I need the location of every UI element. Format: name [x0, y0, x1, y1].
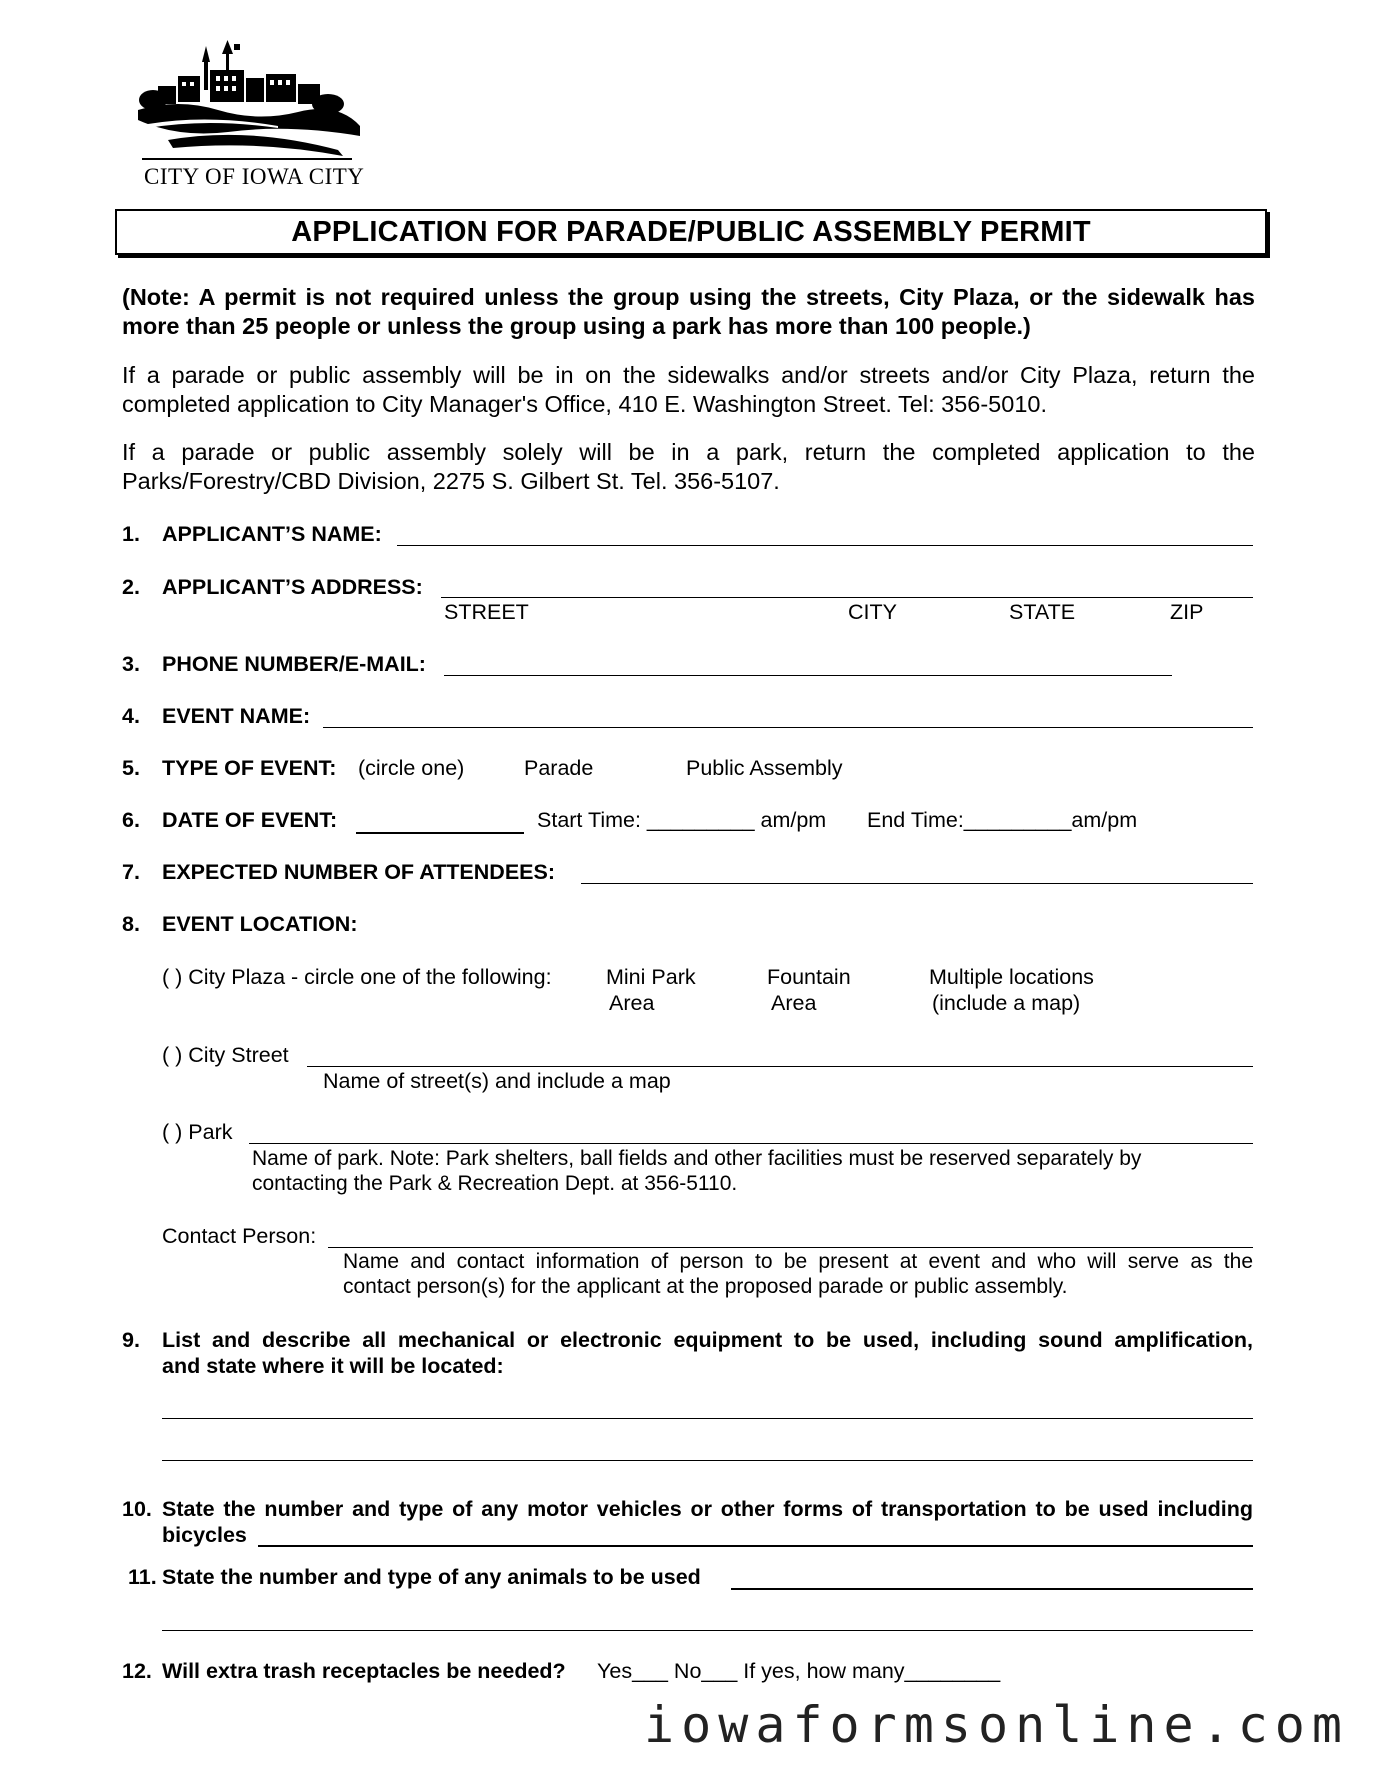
contact-person-line[interactable] [328, 1247, 1253, 1248]
plaza-mini-park-area: Area [609, 991, 655, 1015]
start-time-field[interactable]: Start Time: _________ am/pm [537, 808, 827, 832]
q1-number: 1. [122, 522, 140, 546]
permit-note: (Note: A permit is not required unless the group using the streets, City Plaza, or the sidewalk has more than 25 people or unless the group using a park has more than 100 people.) [122, 284, 1255, 339]
event-type-public-assembly[interactable]: Public Assembly [686, 756, 843, 780]
city-plaza-option[interactable]: ( ) City Plaza - circle one of the following: [162, 965, 552, 989]
event-name-line[interactable] [323, 727, 1253, 728]
plaza-multiple-locations[interactable]: Multiple locations [929, 965, 1094, 989]
equipment-line-1[interactable] [162, 1418, 1253, 1419]
return-instructions-streets: If a parade or public assembly will be in on the sidewalks and/or streets and/or City Plaza, return the completed application to City Manager's Office, 410 E. Washington Street. Tel: 356-5010. [122, 362, 1255, 417]
animals-line-2[interactable] [162, 1630, 1253, 1631]
contact-caption-line2: contact person(s) for the applicant at the proposed parade or public assembly. [343, 1275, 1068, 1298]
trash-receptacles-fields[interactable]: Yes___ No___ If yes, how many________ [597, 1659, 1001, 1683]
q9-label-line1: List and describe all mechanical or electronic equipment to be used, including sound amplification, [162, 1328, 1253, 1352]
plaza-mini-park[interactable]: Mini Park [606, 965, 696, 989]
plaza-fountain[interactable]: Fountain [767, 965, 851, 989]
equipment-line-2[interactable] [162, 1460, 1253, 1461]
phone-email-line[interactable] [444, 675, 1172, 676]
applicant-address-line[interactable] [441, 597, 1253, 598]
city-street-option[interactable]: ( ) City Street [162, 1043, 289, 1067]
form-title: APPLICATION FOR PARADE/PUBLIC ASSEMBLY PERMIT [291, 215, 1091, 248]
vehicles-line[interactable] [258, 1545, 1253, 1547]
address-street-caption: STREET [444, 600, 529, 624]
q4-number: 4. [122, 704, 140, 728]
city-logo [138, 40, 365, 192]
form-title-box [115, 209, 1267, 255]
contact-person-label: Contact Person: [162, 1224, 317, 1248]
animals-line[interactable] [731, 1588, 1253, 1590]
event-type-parade[interactable]: Parade [524, 756, 594, 780]
city-street-caption: Name of street(s) and include a map [323, 1069, 671, 1093]
contact-caption-line1: Name and contact information of person to be present at event and who will serve as the [343, 1250, 1253, 1273]
q3-number: 3. [122, 652, 140, 676]
q9-number: 9. [122, 1328, 140, 1352]
attendees-line[interactable] [581, 883, 1253, 884]
event-date-line[interactable] [356, 832, 524, 834]
address-state-caption: STATE [1009, 600, 1076, 624]
city-street-line[interactable] [307, 1066, 1253, 1067]
plaza-fountain-area: Area [771, 991, 817, 1015]
city-name: CITY OF IOWA CITY [144, 164, 365, 189]
address-zip-caption: ZIP [1170, 600, 1204, 624]
q10-number: 10. [122, 1497, 152, 1521]
city-skyline-icon [138, 40, 360, 164]
return-instructions-park: If a parade or public assembly solely will be in a park, return the completed application to the Parks/Forestry/CBD Division, 2275 S. Gilbert St. Tel. 356-5107. [122, 439, 1255, 494]
q10-label-line1: State the number and type of any motor vehicles or other forms of transportation to be used including [162, 1497, 1253, 1521]
q8-number: 8. [122, 912, 140, 936]
q11-number: 11. [128, 1565, 157, 1589]
q2-label: APPLICANT’S ADDRESS: [162, 575, 423, 599]
q7-number: 7. [122, 860, 140, 884]
q12-number: 12. [122, 1659, 152, 1683]
park-caption-line1: Name of park. Note: Park shelters, ball fields and other facilities must be reserved separately by [252, 1147, 1142, 1170]
park-caption-line2: contacting the Park & Recreation Dept. at 356-5110. [252, 1172, 738, 1195]
q10-label-line2: bicycles [162, 1523, 247, 1547]
park-name-line[interactable] [249, 1143, 1253, 1144]
address-city-caption: CITY [848, 600, 897, 624]
q12-label: Will extra trash receptacles be needed? [162, 1659, 566, 1683]
q7-label: EXPECTED NUMBER OF ATTENDEES: [162, 860, 555, 884]
q5-hint: (circle one) [358, 756, 465, 780]
site-watermark: iowaformsonline.com [644, 1696, 1349, 1754]
q5-number: 5. [122, 756, 140, 780]
q8-label: EVENT LOCATION: [162, 912, 358, 936]
q6-number: 6. [122, 808, 140, 832]
plaza-include-map: (include a map) [932, 991, 1081, 1015]
q1-label: APPLICANT’S NAME: [162, 522, 382, 546]
q2-number: 2. [122, 575, 140, 599]
end-time-field[interactable]: End Time:_________am/pm [867, 808, 1138, 832]
applicant-name-line[interactable] [397, 545, 1253, 546]
park-option[interactable]: ( ) Park [162, 1120, 233, 1144]
q5-label: TYPE OF EVENT: [162, 756, 337, 780]
q6-label: DATE OF EVENT: [162, 808, 338, 832]
q9-label-line2: and state where it will be located: [162, 1354, 504, 1378]
q3-label: PHONE NUMBER/E-MAIL: [162, 652, 426, 676]
q4-label: EVENT NAME: [162, 704, 311, 728]
q11-label: State the number and type of any animals to be used [162, 1565, 701, 1589]
